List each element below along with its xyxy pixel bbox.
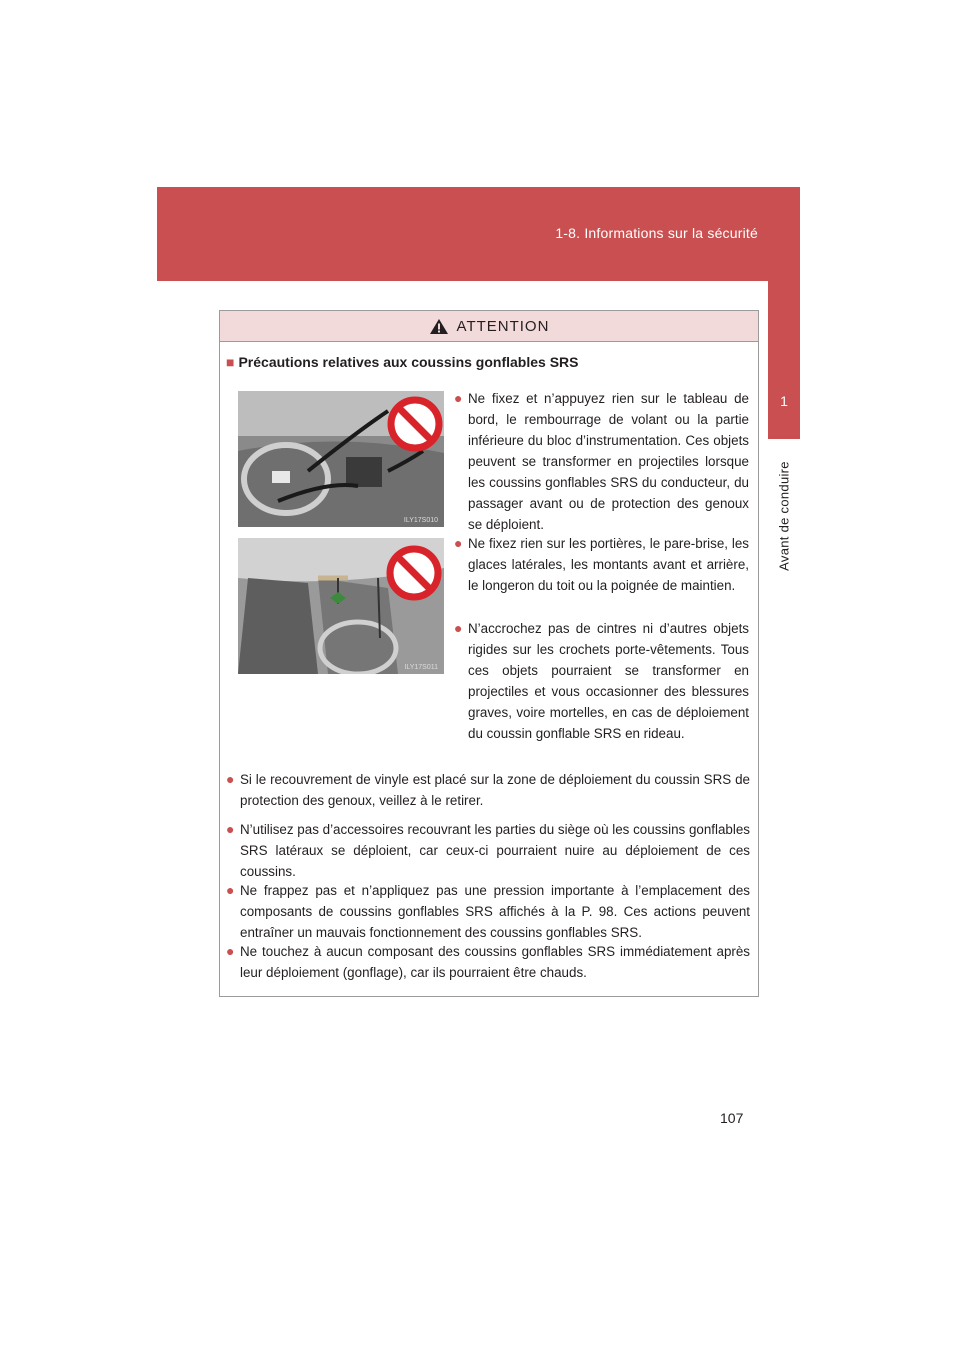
bullet-dot-icon: ● <box>226 943 235 959</box>
bullet-item: ● Ne touchez à aucun composant des coussins gonflables SRS immédiatement après leur déploiement (gonflage), car ils pourraient être chauds. <box>226 943 750 980</box>
headliner-photo <box>238 538 444 674</box>
warning-heading: ATTENTION <box>456 317 550 335</box>
warning-box <box>219 310 759 997</box>
bullet-dot-icon: ● <box>454 535 463 551</box>
image-code: ILY17S010 <box>403 517 438 524</box>
bullet-dot-icon: ● <box>226 821 235 837</box>
bullet-dot-icon: ● <box>226 882 235 898</box>
chapter-tab <box>768 281 800 439</box>
bullet-dot-icon: ● <box>226 771 235 787</box>
bullet-item: ● Si le recouvrement de vinyle est placé sur la zone de déploiement du coussin SRS de protection des genoux, veillez à le retirer. <box>226 771 750 808</box>
headliner-illustration <box>238 538 444 674</box>
chapter-label <box>776 456 792 576</box>
bullet-dot-icon: ● <box>454 620 463 636</box>
header-band <box>157 187 800 281</box>
chapter-number: 1 <box>780 393 788 409</box>
image-code: ILY17S011 <box>404 664 438 671</box>
section-title <box>226 354 578 370</box>
warning-triangle-icon <box>429 318 449 335</box>
section-heading: 1-8. Informations sur la sécurité <box>555 225 758 241</box>
bullet-dot-icon: ● <box>454 390 463 406</box>
bullet-item: ● N’utilisez pas d’accessoires recouvrant les parties du siège où les coussins gonflables SRS latéraux se déploient, car ceux-ci pourraient nuire au déploiement de ces coussins. <box>226 821 750 879</box>
square-bullet-icon: ■ <box>226 354 235 370</box>
dashboard-illustration <box>238 391 444 527</box>
section-title-text: Précautions relatives aux coussins gonflables SRS <box>238 354 579 370</box>
bullet-item: ● N’accrochez pas de cintres ni d’autres objets rigides sur les crochets porte-vêtements. Tous ces objets pourraient se transformer en projectiles et vous occasionner des blessures graves, voire mortelles, en cas de déploiement du coussin gonflable SRS en rideau. <box>454 620 749 741</box>
dashboard-photo <box>238 391 444 527</box>
bullet-item: ● Ne frappez pas et n’appliquez pas une pression importante à l’emplacement des composants de coussins gonflables SRS affichés à la P. 98. Ces actions peuvent entraîner un mauvais fonctionnement des coussins gonflables SRS. <box>226 882 750 940</box>
bullet-item: ● Ne fixez et n’appuyez rien sur le tableau de bord, le rembourrage de volant ou la partie inférieure du bloc d’instrumentation. Ces objets peuvent se transformer en projectiles lorsque les coussins gonflables SRS du conducteur, du passager avant ou de protection des genoux se déploient. <box>454 390 749 532</box>
bullet-item: ● Ne fixez rien sur les portières, le pare-brise, les glaces latérales, les montants avant et arrière, le longeron du toit ou la poignée de maintien. <box>454 535 749 593</box>
page-number: 107 <box>720 1110 744 1126</box>
warning-header <box>220 311 758 342</box>
chapter-label-text: Avant de conduire <box>776 461 792 571</box>
